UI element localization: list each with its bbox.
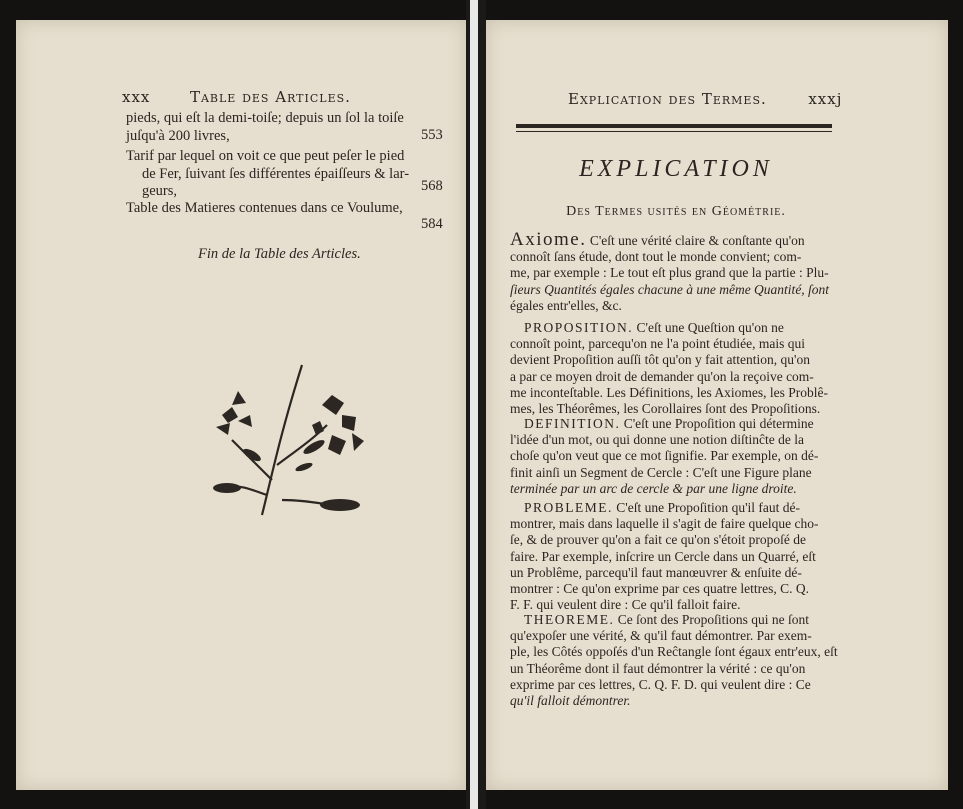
book-gutter: [466, 0, 486, 809]
definition-axiome: [510, 229, 830, 314]
entry-line: Table des Matieres contenues dans ce Voulume,: [126, 200, 403, 216]
entry-line: geurs,: [142, 183, 178, 199]
definition-line: choſe qu'on veut que ce mot ſignifie. Par exemple, on dé-: [510, 448, 819, 464]
folio-right: xxxj: [808, 90, 843, 108]
definition-line: faire. Par exemple, inſcrire un Cercle dans un Quarré, eſt: [510, 548, 816, 564]
term-heading: PROPOSITION.: [524, 320, 634, 335]
term-heading: PROBLEME.: [524, 500, 613, 515]
page-number: 553: [421, 127, 443, 143]
term-heading: THEOREME.: [524, 612, 615, 627]
definition-line: montrer : Ce qu'on exprime par ces quatre lettres, C. Q.: [510, 581, 809, 597]
entry-line: de Fer, ſuivant ſes différentes épaiſſeurs & lar-: [142, 165, 410, 182]
page-number: 584: [421, 216, 443, 232]
flower-vignette-icon: [202, 355, 382, 520]
entry-line: pieds, qui eſt la demi-toiſe; depuis un ſol la toiſe: [126, 110, 404, 126]
toc-entry: [126, 110, 404, 145]
double-rule-thin: [516, 131, 832, 132]
definition-line: me, par exemple : Le tout eſt plus grand que la partie : Plu-: [510, 265, 829, 281]
definition-line: me inconteſtable. Les Définitions, les Axiomes, les Problê-: [510, 384, 828, 400]
definition-line: un Théorême dont il faut démontrer la vérité : ce qu'on: [510, 660, 806, 676]
running-title-left: Table des Articles.: [189, 88, 351, 106]
entry-line: juſqu'à 200 livres,: [126, 127, 230, 144]
definition-line: l'idée d'un mot, ou qui donne une notion diſtinĉte de la: [510, 432, 804, 448]
page-subtitle: Des Termes usités en Géométrie.: [566, 204, 786, 219]
definition-line: C'eſt une Propoſition qu'il faut dé-: [616, 500, 800, 515]
definition-theoreme: [510, 612, 838, 709]
definition-line: mes, les Théorêmes, les Corollaires ſont des Propoſitions.: [510, 401, 821, 417]
term-heading: DEFINITION.: [524, 416, 621, 431]
running-head-right: [568, 90, 842, 108]
definition-line: connoît ſans étude, dont tout le monde convient; com-: [510, 249, 802, 265]
definition-line: devient Propoſition auſſi tôt qu'on y fait attention, qu'on: [510, 352, 810, 368]
definition-proposition: [510, 320, 830, 417]
page-number: 568: [421, 178, 443, 194]
definition-line: finit ainſi un Segment de Cercle : C'eſt une Figure plane: [510, 464, 812, 480]
definition-line: ſe, & de prouver qu'on a fait ce qu'on s'étoit propoſé de: [510, 532, 806, 548]
definition-line: connoît point, parcequ'on ne l'a point étudiée, mais qui: [510, 336, 806, 352]
definition-line: qu'il falloit démontrer.: [510, 693, 631, 709]
right-page: [486, 20, 948, 790]
definition-line: ſieurs Quantités égales chacune à une même Quantité, ſont: [510, 281, 830, 297]
definition-probleme: [510, 500, 830, 613]
definition-line: F. F. qui veulent dire : Ce qu'il falloit faire.: [510, 597, 741, 613]
entry-line: Tarif par lequel on voit ce que peut peſer le pied: [126, 148, 405, 164]
definition-line: montrer, mais dans laquelle il s'agit de faire quelque cho-: [510, 516, 819, 532]
definition-line: Ce ſont des Propoſitions qui ne ſont: [617, 612, 809, 627]
term-heading: Axiome.: [510, 229, 587, 250]
definition-line: qu'expoſer une vérité, & qu'il faut démontrer. Par exem-: [510, 628, 812, 644]
definition-line: exprime par ces lettres, C. Q. F. D. qui veulent dire : Ce: [510, 676, 811, 692]
definition-line: égales entr'elles, &c.: [510, 297, 622, 313]
definition-line: C'eſt une Propoſition qui détermine: [623, 416, 814, 431]
definition-line: un Problême, parcequ'il faut manœuvrer & enſuite dé-: [510, 564, 802, 580]
definition-line: terminée par un arc de cercle & par une ligne droite.: [510, 480, 797, 496]
toc-entry: [126, 148, 409, 201]
definition-line: a par ce moyen droit de demander qu'on la reçoive com-: [510, 368, 814, 384]
running-head-left: [122, 88, 351, 106]
left-page: [16, 20, 466, 790]
page-title: EXPLICATION: [579, 156, 773, 182]
running-title-right: Explication des Termes.: [568, 90, 767, 108]
toc-entry: [126, 200, 403, 218]
definition-definition: [510, 416, 830, 497]
closing-line: Fin de la Table des Articles.: [198, 246, 361, 262]
definition-line: C'eſt une Queſtion qu'on ne: [636, 320, 784, 335]
folio-left: xxx: [122, 88, 151, 106]
definition-line: C'eſt une vérité claire & conſtante qu'on: [589, 233, 805, 248]
definition-line: ple, les Côtés oppoſés d'un Reĉtangle ſont égaux entr'eux, eſt: [510, 644, 838, 660]
double-rule-thick: [516, 124, 832, 128]
